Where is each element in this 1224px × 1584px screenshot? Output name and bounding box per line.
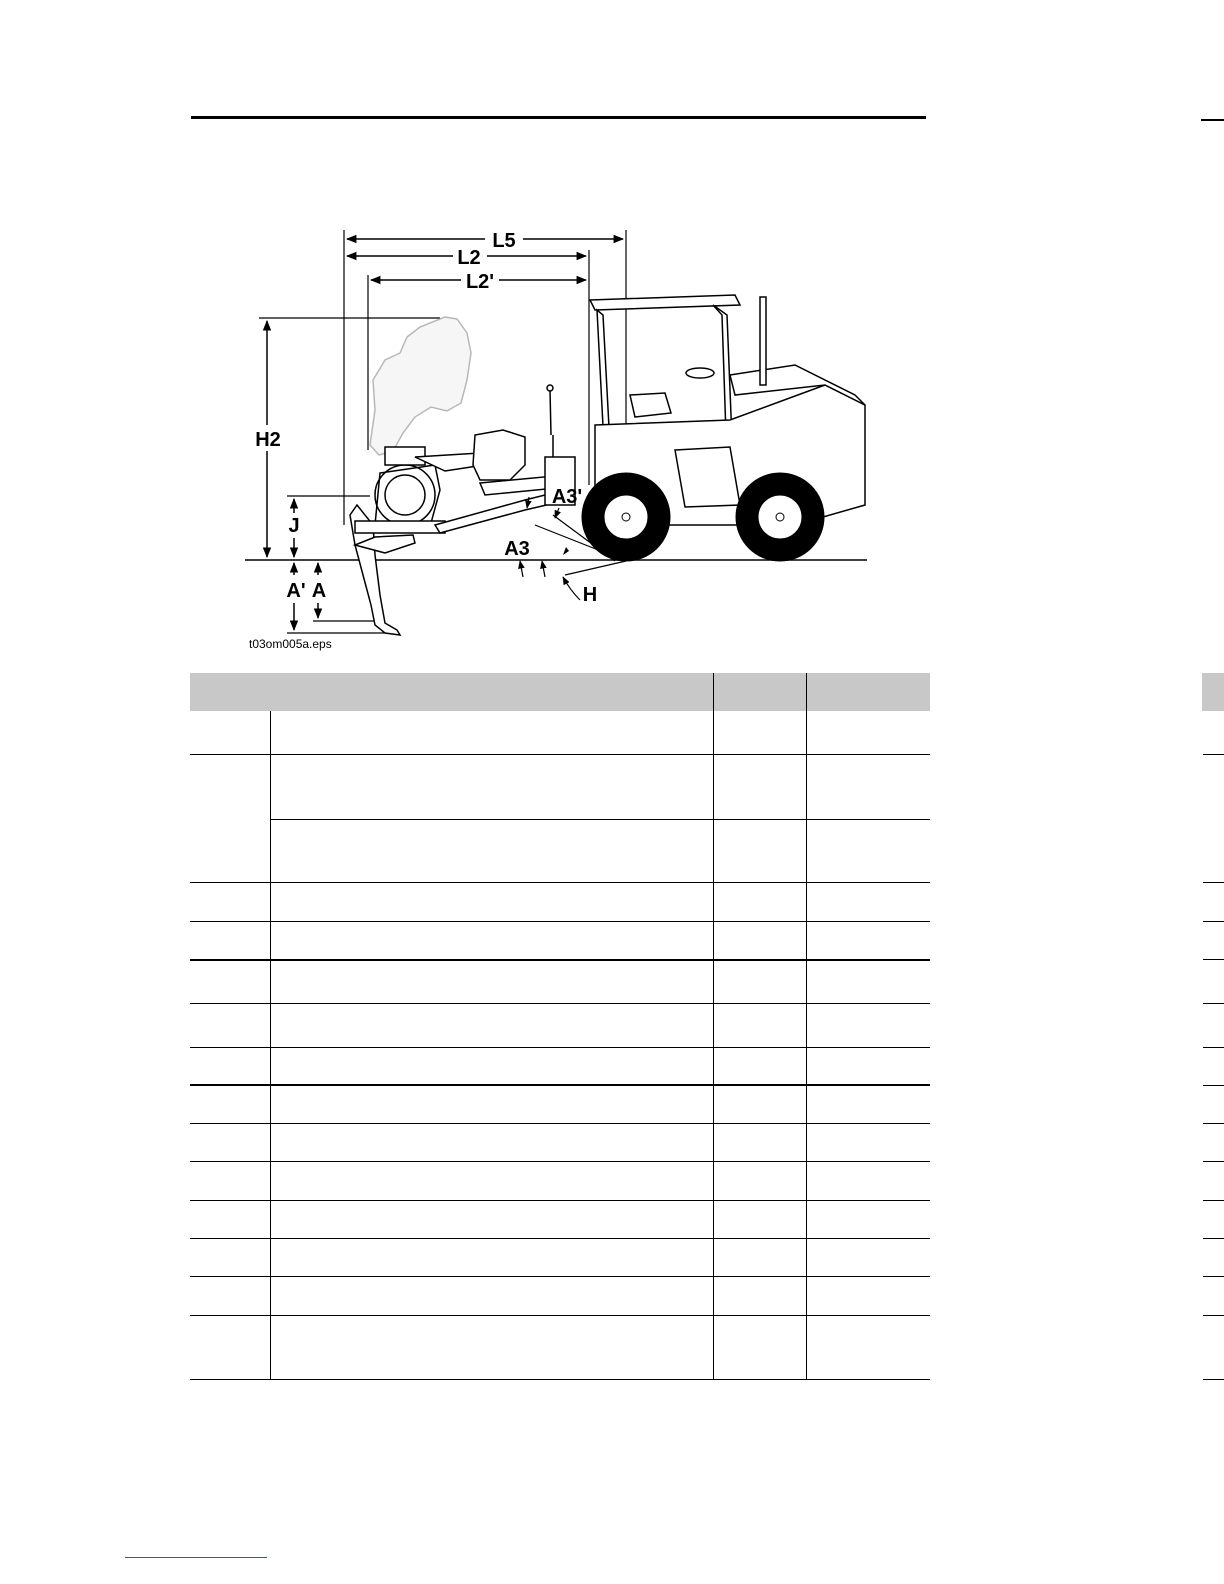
table-row-divider (270, 819, 930, 820)
a3-prime-label: A3' (551, 486, 583, 508)
table-row-divider (190, 1276, 930, 1277)
next-page-table-edge (1203, 754, 1224, 755)
table-row-divider (190, 1003, 930, 1004)
table-row-divider (190, 1315, 930, 1316)
table-bottom-border (190, 1379, 930, 1380)
table-row-divider (190, 1238, 930, 1239)
l5-label: L5 (492, 230, 516, 252)
next-page-table-edge (1203, 1085, 1224, 1086)
next-page-table-edge (1203, 1276, 1224, 1277)
l2-prime-label: L2' (465, 271, 495, 293)
next-page-table-edge (1203, 1315, 1224, 1316)
page-top-rule (191, 116, 926, 119)
next-page-table-edge (1203, 882, 1224, 883)
table-row-divider (190, 921, 930, 922)
front-wheel (582, 473, 670, 561)
table-row-divider (190, 1084, 930, 1086)
next-page-table-edge (1203, 1047, 1224, 1048)
j-label: J (288, 515, 300, 537)
next-page-table-edge (1203, 1161, 1224, 1162)
l2-label: L2 (457, 247, 481, 269)
table-row-divider (190, 882, 930, 883)
figure-filename: t03om005a.eps (249, 637, 332, 651)
column-divider-3 (806, 673, 807, 1380)
table-row-divider (190, 1200, 930, 1201)
next-page-table-edge (1203, 1238, 1224, 1239)
next-page-table-edge (1203, 921, 1224, 922)
next-page-table-edge (1203, 959, 1224, 960)
next-page-table-edge (1203, 1200, 1224, 1201)
rear-wheel (736, 473, 824, 561)
next-page-table-header-edge (1202, 673, 1224, 711)
table-row-divider (190, 1161, 930, 1162)
raised-attachment-ghost (370, 317, 471, 455)
a-label: A (311, 580, 327, 602)
h-label: H (582, 584, 598, 606)
table-row-divider (190, 959, 930, 961)
column-divider-2 (713, 673, 714, 1380)
next-page-table-edge (1203, 1379, 1224, 1380)
next-page-edge-rule (1201, 119, 1224, 121)
footer-link-underline[interactable] (125, 1557, 267, 1558)
table-row-divider (190, 754, 930, 755)
table-row-divider (190, 1123, 930, 1124)
a3-label: A3 (504, 538, 530, 560)
h2-label: H2 (255, 429, 281, 451)
next-page-table-edge (1203, 1003, 1224, 1004)
next-page-table-edge (1203, 1123, 1224, 1124)
column-divider-1 (270, 711, 271, 1380)
table-row-divider (190, 1047, 930, 1048)
a-prime-label: A' (286, 580, 306, 602)
tractor-dimensions-diagram (235, 225, 870, 655)
table-header-row (190, 673, 930, 711)
